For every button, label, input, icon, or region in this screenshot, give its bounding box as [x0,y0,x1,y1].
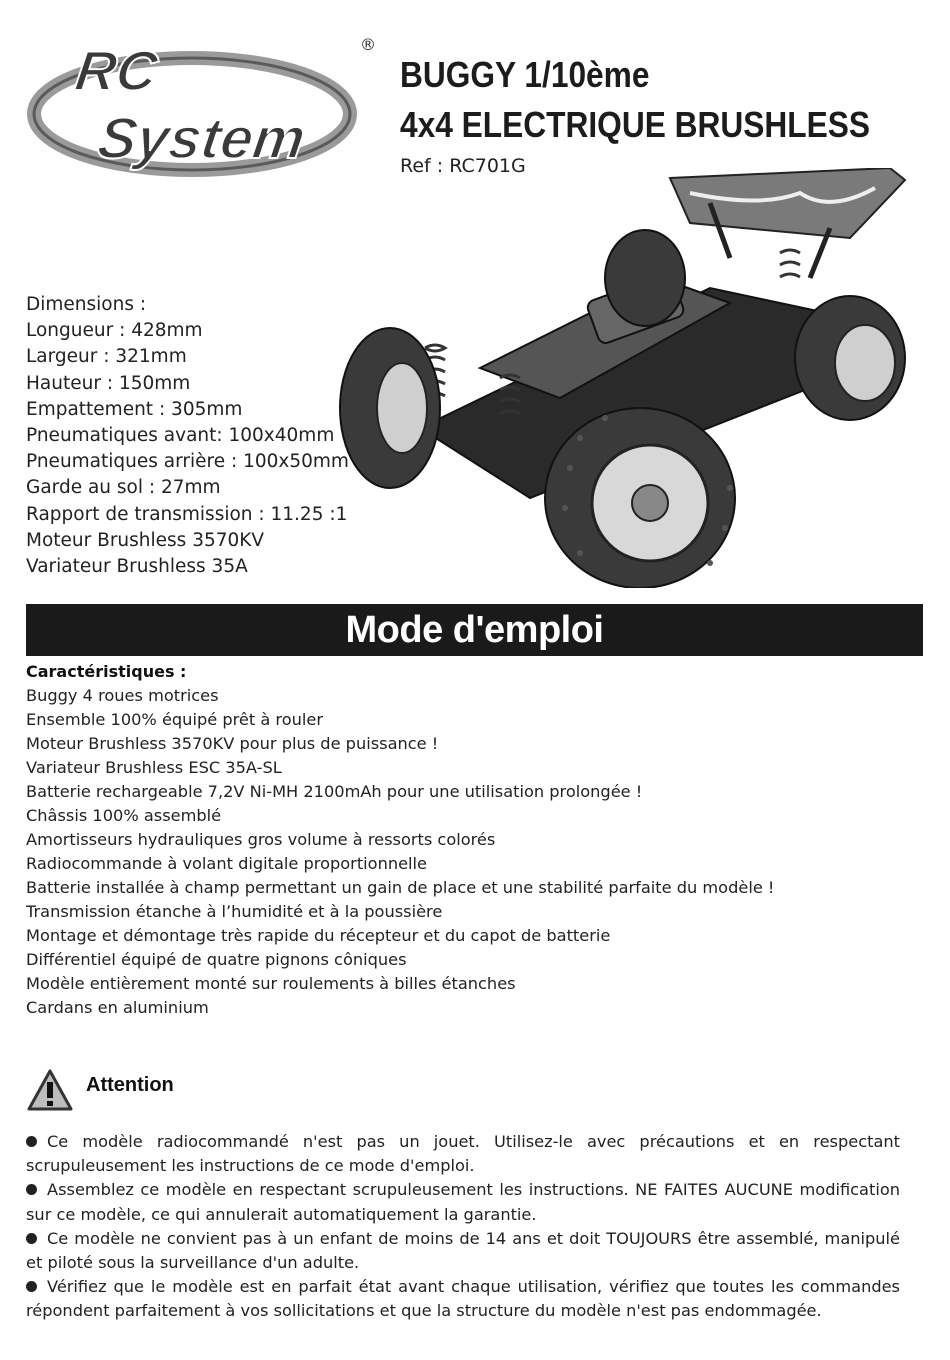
feature-item: Batterie installée à champ permettant un gain de place et une stabilité parfaite du modèle ! [26,878,775,897]
product-reference: Ref : RC701G [400,155,526,177]
dimension-item: Empattement : 305mm [26,398,243,420]
dimension-item: Pneumatiques arrière : 100x50mm [26,451,349,473]
feature-item: Montage et démontage très rapide du récepteur et du capot de batterie [26,926,611,945]
title-line-2: 4x4 ELECTRIQUE BRUSHLESS [400,104,871,145]
dimension-item: Rapport de transmission : 11.25 :1 [26,503,348,525]
buggy-illustration [330,168,930,588]
registered-mark: ® [360,35,376,54]
rc-system-logo [22,28,382,178]
dimension-item: Pneumatiques avant: 100x40mm [26,425,335,447]
title-line-1: BUGGY 1/10ème [400,54,650,95]
attention-item [26,1178,900,1226]
mode-emploi-banner: Mode d'emploi [26,604,923,656]
dimensions-heading: Dimensions : [26,294,147,315]
warning-triangle-icon [26,1068,74,1112]
attention-item-text: Ce modèle ne convient pas à un enfant de moins de 14 ans et doit TOUJOURS être assemblé, manipulé et piloté sous la surveillance d'un adulte. [26,1228,900,1273]
attention-item [26,1275,900,1323]
attention-item-text: Ce modèle radiocommandé n'est pas un jouet. Utilisez-le avec précautions et en respectant scrupuleusement les instructions de ce mode d'emploi. [26,1132,900,1176]
dimension-item: Moteur Brushless 3570KV [26,529,265,551]
feature-item: Châssis 100% assemblé [26,806,222,825]
dimension-item: Longueur : 428mm [26,320,203,342]
bullet-icon [26,1184,37,1195]
feature-item: Buggy 4 roues motrices [26,686,219,705]
attention-item-text: Vérifiez que le modèle est en parfait état avant chaque utilisation, vérifiez que toutes les commandes répondent parfaitement à vos sollicitations et que la structure du modèle n'est pas endommagée. [26,1277,900,1321]
features-list [26,684,774,1020]
attention-list [26,1130,900,1324]
attention-item-text: Assemblez ce modèle en respectant scrupuleusement les instructions. NE FAITES AUCUNE modification sur ce modèle, ce qui annulerait automatiquement la garantie. [26,1180,900,1224]
dimension-item: Hauteur : 150mm [26,372,191,394]
feature-item: Moteur Brushless 3570KV pour plus de puissance ! [26,734,439,753]
document-title [400,50,870,150]
dimension-item: Variateur Brushless 35A [26,556,248,578]
feature-item: Ensemble 100% équipé prêt à rouler [26,710,323,729]
logo-text-rc: RC [71,39,162,102]
feature-item: Radiocommande à volant digitale proportionnelle [26,854,428,873]
feature-item: Cardans en aluminium [26,998,209,1017]
dimension-item: Largeur : 321mm [26,346,187,368]
bullet-icon [26,1233,37,1244]
attention-item [26,1227,900,1275]
dimensions-list [26,292,349,580]
feature-item: Batterie rechargeable 7,2V Ni-MH 2100mAh pour une utilisation prolongée ! [26,782,643,801]
dimension-item: Garde au sol : 27mm [26,477,221,499]
feature-item: Transmission étanche à l’humidité et à la poussière [26,902,443,921]
features-heading: Caractéristiques : [26,662,187,681]
bullet-icon [26,1281,37,1292]
feature-item: Variateur Brushless ESC 35A-SL [26,758,282,777]
feature-item: Différentiel équipé de quatre pignons côniques [26,950,407,969]
feature-item: Amortisseurs hydrauliques gros volume à ressorts colorés [26,830,496,849]
feature-item: Modèle entièrement monté sur roulements à billes étanches [26,974,516,993]
attention-heading: Attention [86,1074,174,1096]
logo-text-system: System [93,106,310,171]
attention-item [26,1130,900,1178]
bullet-icon [26,1136,37,1147]
